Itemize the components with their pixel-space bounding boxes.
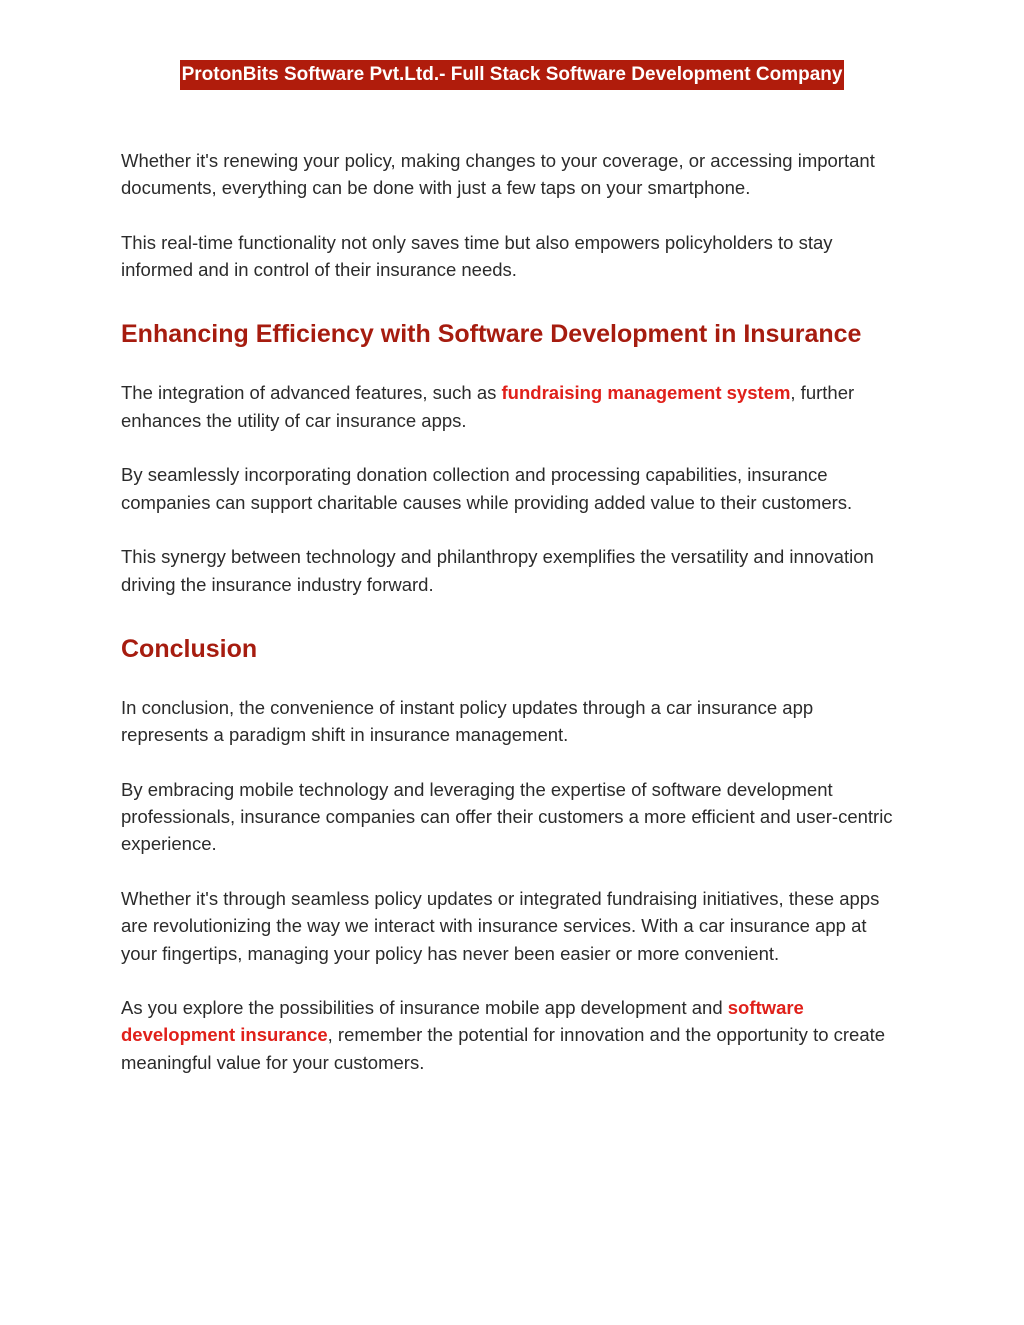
section1-paragraph-3: This synergy between technology and philanthropy exemplifies the versatility and innovation driving the insurance industry forward.: [121, 546, 874, 595]
section1-paragraph-2: By seamlessly incorporating donation collection and processing capabilities, insurance companies can support charitable causes while providing added value to their customers.: [121, 464, 853, 513]
section-heading-efficiency: Enhancing Efficiency with Software Development in Insurance: [121, 320, 862, 349]
conclusion-paragraph-1: In conclusion, the convenience of instant policy updates through a car insurance app represents a paradigm shift in insurance management.: [121, 696, 814, 746]
conclusion-p4-text-after: , remember the potential for innovation and the opportunity to create meaningful value for your customers.: [121, 1024, 886, 1073]
conclusion-paragraph-3: Whether it's through seamless policy updates or integrated fundraising initiatives, these apps are revolutionizing the way we interact with insurance services. With a car insurance app at your fingertips, managing your policy has never been easier or more convenient.: [121, 887, 880, 964]
conclusion-paragraph-4: [121, 994, 903, 1076]
conclusion-paragraph-2: By embracing mobile technology and leveraging the expertise of software development professionals, insurance companies can offer their customers a more efficient and user-centric experience.: [121, 778, 893, 855]
fundraising-management-system-link[interactable]: fundraising management system: [501, 382, 791, 404]
article-body: [121, 147, 903, 1076]
header-banner-container: [0, 60, 1024, 90]
section1-p1-text-before: The integration of advanced features, such as: [121, 382, 502, 404]
intro-paragraph-1: Whether it's renewing your policy, making changes to your coverage, or accessing important documents, everything can be done with just a few taps on your smartphone.: [121, 150, 875, 199]
section-heading-conclusion: Conclusion: [121, 634, 258, 663]
section1-paragraph-1: [121, 379, 903, 434]
software-development-insurance-link[interactable]: software development insurance: [121, 997, 804, 1046]
intro-paragraph-2: This real-time functionality not only saves time but also empowers policyholders to stay informed and in control of their insurance needs.: [121, 231, 833, 281]
company-banner: ProtonBits Software Pvt.Ltd.- Full Stack Software Development Company: [180, 60, 845, 90]
conclusion-p4-text-before: As you explore the possibilities of insurance mobile app development and: [121, 997, 728, 1019]
section1-p1-text-after: , further enhances the utility of car insurance apps.: [121, 382, 855, 431]
